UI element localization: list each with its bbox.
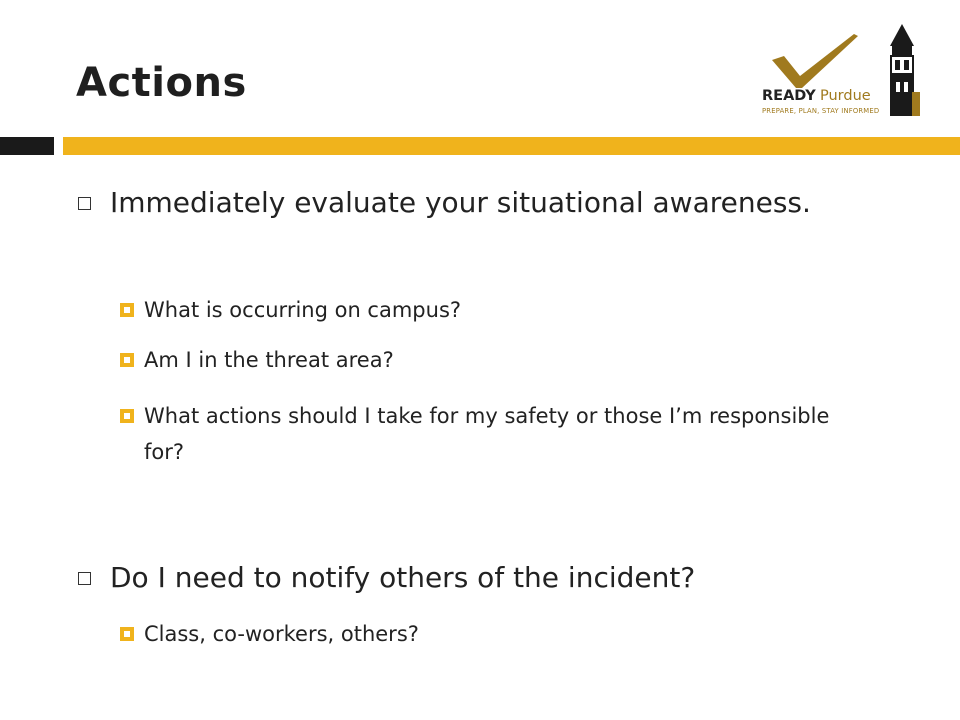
gold-square-bullet-icon — [120, 303, 134, 317]
bullet-level2 — [120, 342, 874, 378]
sub-bullet-text: Am I in the threat area? — [144, 348, 394, 372]
gold-square-bullet-icon — [120, 409, 134, 423]
hollow-square-bullet-icon — [78, 197, 91, 210]
header-divider-dark — [0, 137, 54, 155]
bullet-level1 — [78, 180, 890, 226]
checkmark-icon — [770, 32, 860, 92]
bullet-level2 — [120, 292, 874, 328]
sub-bullet-text: What actions should I take for my safety or those I’m responsible for? — [144, 404, 830, 464]
bullet-text: Immediately evaluate your situational awareness. — [110, 186, 811, 219]
ready-purdue-logo — [758, 22, 928, 126]
logo-ready-text: READY — [762, 88, 816, 104]
logo-tagline: PREPARE, PLAN, STAY INFORMED — [762, 107, 880, 115]
sub-bullet-text: Class, co-workers, others? — [144, 622, 419, 646]
bullet-level1 — [78, 555, 890, 601]
sub-bullet-text: What is occurring on campus? — [144, 298, 462, 322]
gold-square-bullet-icon — [120, 627, 134, 641]
bullet-level2 — [120, 398, 874, 470]
bullet-text: Do I need to notify others of the incident? — [110, 561, 696, 594]
slide-title: Actions — [76, 60, 247, 106]
logo-purdue-text: Purdue — [820, 88, 871, 104]
bell-tower-icon — [882, 22, 922, 118]
gold-square-bullet-icon — [120, 353, 134, 367]
hollow-square-bullet-icon — [78, 572, 91, 585]
bullet-level2 — [120, 616, 874, 652]
header-divider-gold — [63, 137, 960, 155]
